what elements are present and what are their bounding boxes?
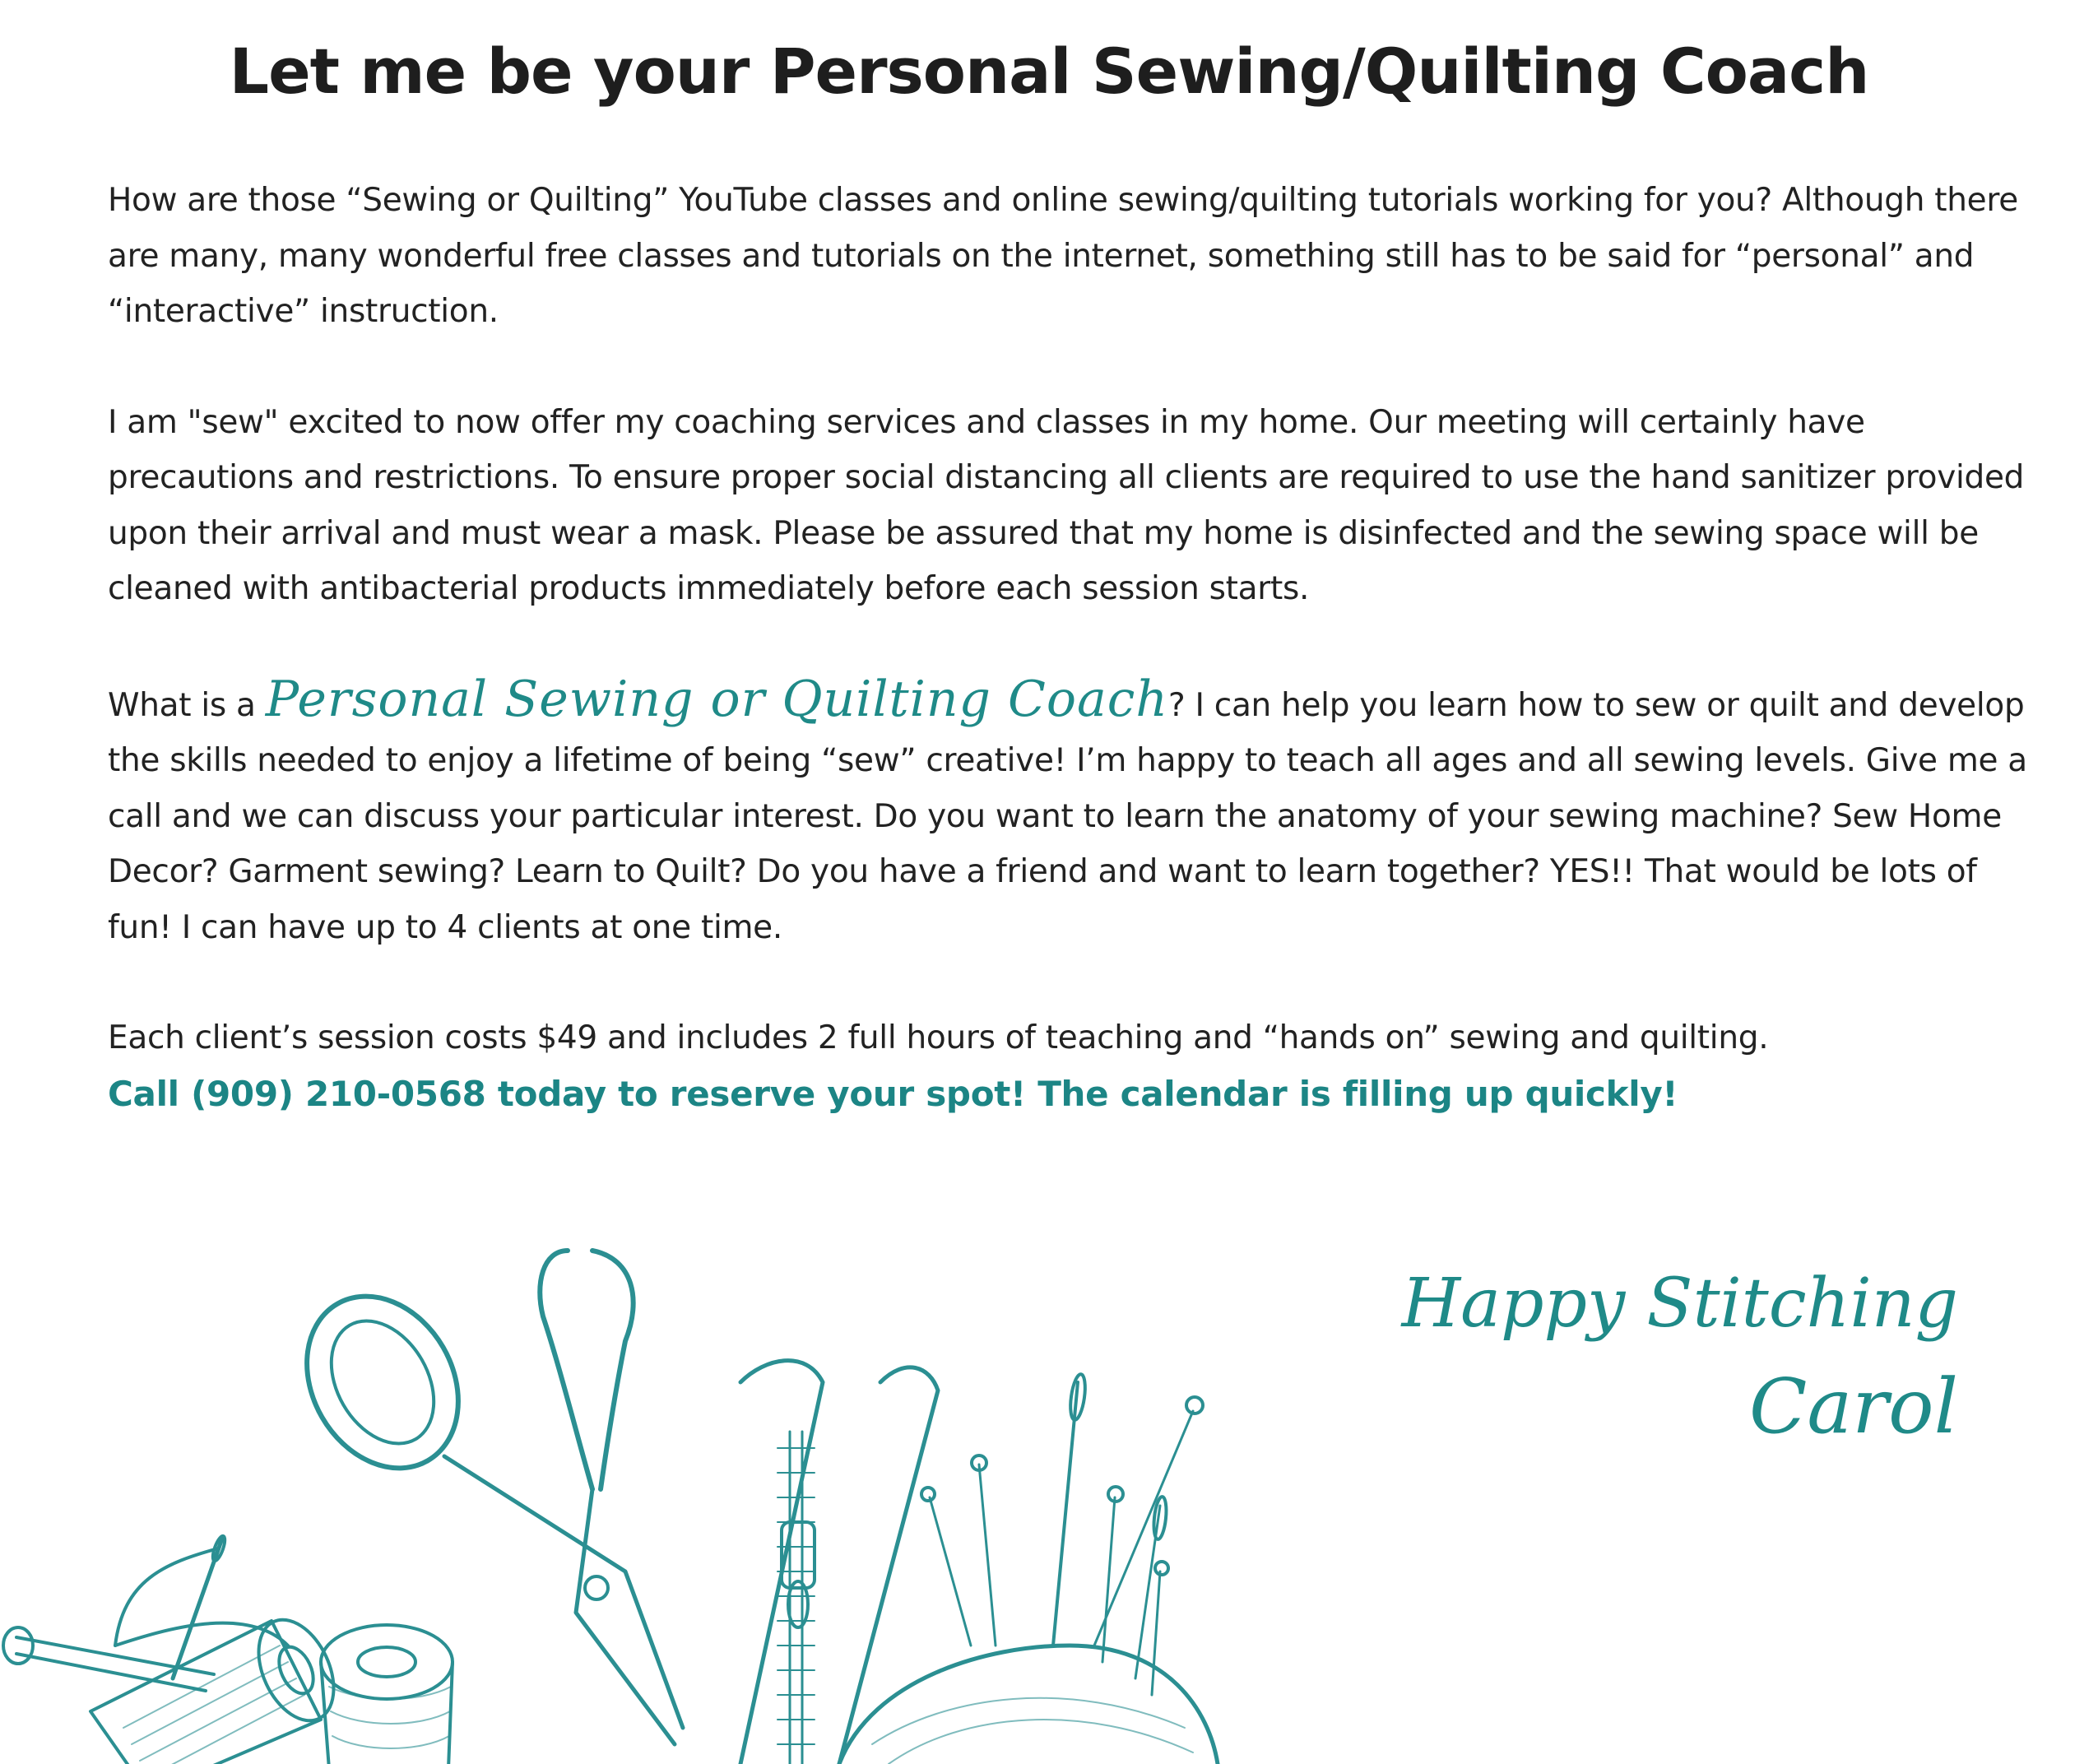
pincushion-icon xyxy=(839,1373,1218,1764)
safety-paragraph: I am "sew" excited to now offer my coaching services and classes in my home. Our meeting will certainly have precautions and restrictions. To ensure proper social distancing all clients are required to use the hand sanitizer provided upon their arrival and must wear a mask. Please be assured that my home is disinfected and the sewing space will be cleaned with antibacterial products immediately before each session starts. xyxy=(108,403,2025,607)
call-to-action[interactable]: Call (909) 210-0568 today to reserve your spot! The calendar is filling up quickly! xyxy=(108,1073,1678,1114)
sewing-supplies-illustration xyxy=(0,1218,1399,1764)
zipper-icon xyxy=(740,1361,938,1764)
coach-intro-text: What is a xyxy=(108,686,266,724)
safety-pin-icon xyxy=(3,1627,214,1691)
coach-description-text: ? I can help you learn how to sew or quilt and develop the skills needed to enjoy a lifetime of being “sew” creative! I’m happy to teach all ages and all sewing levels. Give me a call and we can discuss your particular interest. Do you want to learn the anatomy of your sewing machine? Sew Home Decor? Garment sewing? Learn to Quilt? Do you have a friend and want to learn together? YES!! That would be lots of fun! I can have up to 4 clients at one time. xyxy=(108,686,2027,946)
body-content xyxy=(108,173,2049,1121)
thread-spool-icon xyxy=(321,1625,453,1764)
pricing-paragraph: Each client’s session costs $49 and includes 2 full hours of teaching and “hands on” sewing and quilting. xyxy=(108,1019,1769,1056)
intro-paragraph: How are those “Sewing or Quilting” YouTube classes and online sewing/quilting tutorials working for you? Although there are many, many wonderful free classes and tutorials on the internet, something still has to be said for “personal” and “interactive” instruction. xyxy=(108,182,2018,330)
signoff-greeting: Happy Stitching xyxy=(1401,1265,1958,1343)
signoff-signature: Carol xyxy=(1748,1362,1958,1451)
scissors-icon xyxy=(276,1251,683,1744)
signoff xyxy=(1402,1259,1958,1465)
coach-script-heading: Personal Sewing or Quilting Coach xyxy=(265,670,1169,728)
coach-paragraph xyxy=(108,672,2049,956)
thread-spool-icon xyxy=(91,1608,349,1764)
page-title: Let me be your Personal Sewing/Quilting Coach xyxy=(229,35,1869,108)
